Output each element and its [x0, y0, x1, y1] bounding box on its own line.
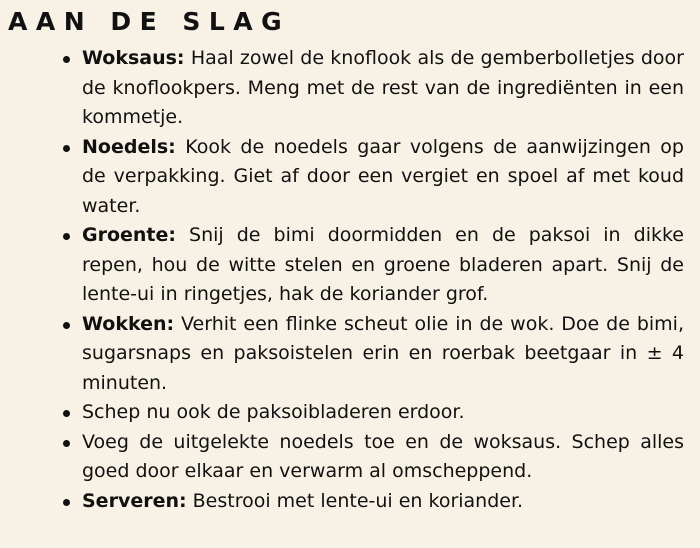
instruction-list	[82, 44, 684, 516]
step-label: Groente:	[82, 224, 176, 246]
step-woksaus	[82, 44, 684, 133]
step-text: Voeg de uitgelekte noedels toe en de woksaus. Schep alles goed door elkaar en verwarm al omscheppend.	[82, 430, 684, 482]
step-serveren	[82, 487, 684, 517]
step-text: Snij de bimi doormidden en de paksoi in dikke repen, hou de witte stelen en groene bladeren apart. Snij de lente-ui in ringetjes, hak de koriander grof.	[82, 224, 684, 305]
step-wokken	[82, 310, 684, 399]
section-heading: AAN DE SLAG	[8, 7, 291, 36]
step-text: Schep nu ook de paksoibladeren erdoor.	[82, 401, 465, 423]
step-noedels	[82, 133, 684, 222]
step-label: Woksaus:	[82, 47, 185, 69]
step-groente	[82, 221, 684, 310]
step-noedels-toevoegen	[82, 428, 684, 487]
step-paksoibladeren	[82, 398, 684, 428]
step-text: Bestrooi met lente-ui en koriander.	[192, 489, 524, 512]
step-text: Kook de noedels gaar volgens de aanwijzingen op de verpakking. Giet af door een vergiet en spoel af met koud water.	[82, 135, 684, 217]
step-text: Haal zowel de knoflook als de gemberbolletjes door de knoflookpers. Meng met de rest van de ingrediënten in een kommetje.	[82, 47, 684, 128]
step-label: Serveren:	[82, 489, 187, 512]
step-text: Verhit een flinke scheut olie in de wok. Doe de bimi, sugarsnaps en paksoistelen erin en roerbak beetgaar in ± 4 minuten.	[82, 312, 684, 394]
step-label: Noedels:	[82, 135, 176, 158]
step-label: Wokken:	[82, 312, 175, 335]
